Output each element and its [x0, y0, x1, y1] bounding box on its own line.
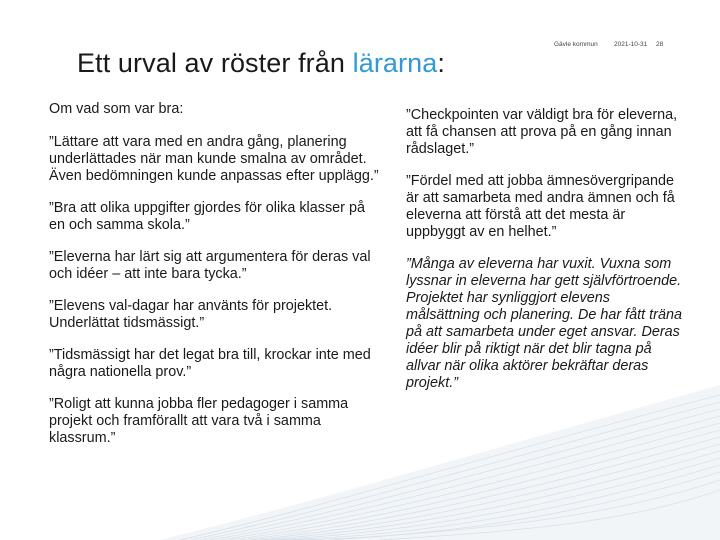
quote: ”Bra att olika uppgifter gjordes för olika klasser på en och samma skola.” — [49, 200, 365, 233]
quote: ”Checkpointen var väldigt bra för eleverna, att få chansen att prova på en gång innan rådslaget.” — [406, 107, 678, 157]
left-heading: Om vad som var bra: — [49, 101, 184, 117]
italic-quote: ”Många av eleverna har vuxit. Vuxna som lyssnar in eleverna har gett självförtroende. Projektet har synliggjort elevens målsättning och planering. De har fått träna på att samarbeta under eget ansvar. Deras idéer blir på riktigt när det blir tagna på allvar när olika aktörer bekräftar deras projekt.” — [406, 256, 682, 391]
title-suffix: : — [437, 48, 445, 78]
quote: ”Roligt att kunna jobba fler pedagoger i samma projekt och framförallt att vara två i samma klassrum.” — [49, 396, 349, 446]
slide-date: 2021-10-31 — [614, 41, 648, 48]
slide-meta — [554, 41, 663, 48]
left-column — [49, 101, 379, 462]
title-accent: lärarna — [352, 48, 438, 78]
quote: ”Eleverna har lärt sig att argumentera för deras val och idéer – att inte bara tycka.” — [49, 249, 371, 282]
right-column — [406, 107, 686, 407]
slide-title — [77, 48, 445, 79]
org-name: Gävle kommun — [554, 41, 598, 48]
title-main: Ett urval av röster från — [77, 48, 353, 78]
quote: ”Tidsmässigt har det legat bra till, krockar inte med några nationella prov.” — [49, 347, 371, 380]
quote: ”Fördel med att jobba ämnesövergripande är att samarbeta med andra ämnen och få eleverna att förstå att det mesta är uppbyggt av en helhet.” — [406, 173, 675, 240]
quote: ”Elevens val-dagar har använts för projektet. Underlättat tidsmässigt.” — [49, 298, 333, 331]
quote: ”Lättare att vara med en andra gång, planering underlättades när man kunde smalna av området. Även bedömningen kunde anpassas efter upplägg.” — [49, 134, 379, 184]
page-number: 28 — [656, 41, 664, 48]
